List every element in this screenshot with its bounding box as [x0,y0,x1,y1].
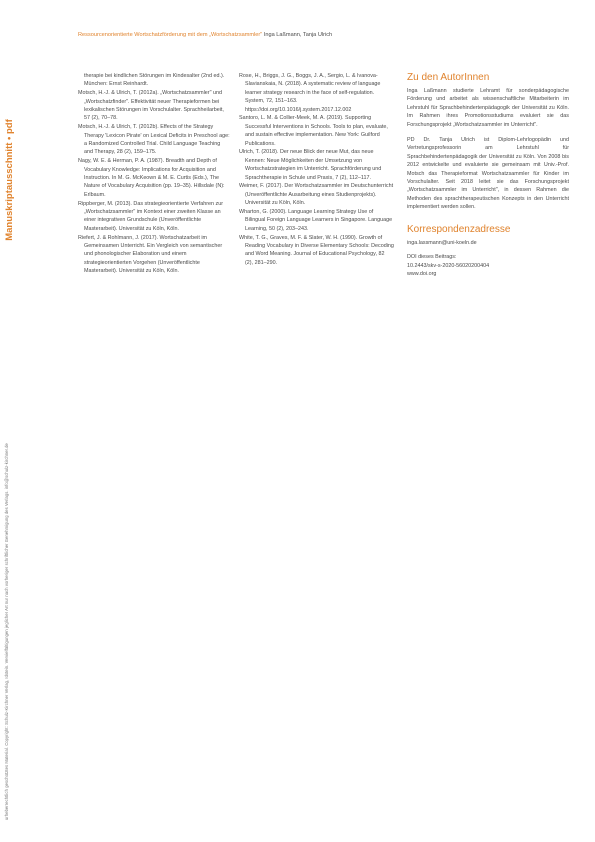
reference-entry: Rose, H., Briggs, J. G., Boggs, J. A., Sergio, L. & Ivanova-Slavianskaia, N. (2018). A systematic review of language learner strategy research in the face of self-regulation. System, 72, 151–163. https://doi.org/10.1016/j.system.2017.12.002 [239,73,381,113]
doi-label: DOI dieses Beitrags: [407,254,457,261]
reference-entry: Wharton, G. (2000). Language Learning Strategy Use of Bilingual Foreign Language Learners in Singapore. Language Learning, 50 (2), 203–243. [239,209,393,232]
side-brand-text: Manuskriptausschnitt • pdf [4,119,15,241]
doi-website-link[interactable]: www.doi.org [407,270,437,277]
authors-column [407,72,569,278]
contact-heading: Korrespondenzadresse [407,223,511,235]
reference-entry: Weimer, F. (2017). Der Wortschatzsammler im Deutschunterricht (Unveröffentlichte Ausarbeitung eines Studienprojekts). Universität zu Köln, Köln. [239,183,394,207]
reference-entry: Nagy, W. E. & Herman, P. A. (1987). Breadth and Depth of Vocabulary Knowledge: Implications for Acquisition and Instruction. In M. G. McKeown & M. E. Curtis (Eds.), The Nature of Vocabulary Acquisition (pp. 19–35). Hillsdale (N): Erlbaum. [78,158,225,198]
reference-entry: White, T. G., Graves, M. F. & Slater, W. H. (1990). Growth of Reading Vocabulary in Diverse Elementary Schools: Decoding and Word Meaning. Journal of Educational Psychology, 82 (2), 281–290. [239,234,394,266]
reference-entry: Rippberger, M. (2013). Das strategieorientierte Verfahren zur „Wortschatzsammler" im Kontext einer zweiten Klasse an einer integrativen Grundschule (Unveröffentlichte Masterarbeit). Universität zu Köln, Köln. [78,200,224,232]
copyright-watermark-text: urheberrechtlich geschütztes Material. Copyright: Schulz-Kirchner Verlag, Idstein. Vervielfältigungen jeglicher Art nur nach vorheriger schriftlicher Genehmigung des Verlags. info@schulz-kirchner.de [4,443,9,820]
doi-value[interactable]: 10.2443/skv-s-2020-56020200404 [407,262,490,269]
references-column-1 [78,72,230,276]
author-bio-lassmann: Inga Laßmann studierte Lehramt für sonderpädagogische Förderung und arbeitet als wissenschaftliche Mitarbeiterin im Lehrstuhl für Sprachbehindertenpädagogik der Universität zu Köln. Im Rahmen ihres Promotionsstudiums evaluiert sie das Forschungsprojekt „Wortschatzsammler im Unterricht". [407,88,569,128]
author-bio-ulrich: PD Dr. Tanja Ulrich ist Diplom-Lehrlogopädin und Vertretungsprofessorin am Lehrstuhl für Sprachbehindertenpädagogik der Universität zu Köln. Von 2008 bis 2012 entwickelte und evaluierte sie gemeinsam mit Univ.-Prof. Motsch das Therapieformat Wortschatzsammler für Kinder im Vorschulalter. Seit 2018 leitet sie das Forschungsprojekt „Wortschatzsammler im Unterricht", in dessen Rahmen die Methoden des sprachtherapeutischen Konzepts in den Unterricht implementiert werden sollen. [407,137,569,211]
reference-entry: Riefert, J. & Rohlmann, J. (2017). Wortschatzarbeit im Gemeinsamen Unterricht. Ein Vergleich von semantischer und phonologischer Elaboration und einem strategieorientierten Vorgehen (Unveröffentlichte Masterarbeit). Universität zu Köln, Köln. [78,234,223,275]
reference-entry: Santoro, L. M. & Collier-Meek, M. A. (2019). Supporting Successful Interventions in Schools. Tools to plan, evaluate, and sustain effective implementation. New York: Guilford Publications. [239,115,388,147]
reference-entry: Ulrich, T. (2018). Der neue Blick der neue Mut, das neue Kennen: Neue Möglichkeiten der Umsetzung von Wortschatzstrategien im Unterricht. Sprachförderung und Sprachtherapie in Schule und Praxis, 7 (2), 112–117. [239,149,382,181]
running-head-authors: Inga Laßmann, Tanja Ulrich [263,32,333,38]
running-head [78,32,538,38]
reference-entry: Motsch, H.-J. & Ulrich, T. (2012a). „Wortschatzsammler" und „Wortschatzfinder". Effektivität neuer Therapieformen bei lexikalischen Störungen im Vorschulalter. Sprachheilarbeit, 57 (2), 70–78. [78,90,224,122]
side-brand [2,115,18,245]
running-head-title: Ressourcenorientierte Wortschatzförderung mit dem „Wortschatzsammler" [78,32,263,38]
about-authors-heading: Zu den AutorInnen [407,72,490,83]
references-column-2 [239,72,394,268]
reference-entry: therapie bei kindlichen Störungen im Kindesalter (2nd ed.). München: Ernst Reinhardt. [84,73,225,88]
reference-entry: Motsch, H.-J. & Ulrich, T. (2012b). Effects of the Strategy Therapy 'Lexicon Pirate' on Lexical Deficits in Preschool age: a Randomized Controlled Trial. Child Language Teaching and Therapy, 28 (2), 159–175. [78,124,230,156]
contact-email-link[interactable]: inga.lassmann@uni-koeln.de [407,239,477,246]
